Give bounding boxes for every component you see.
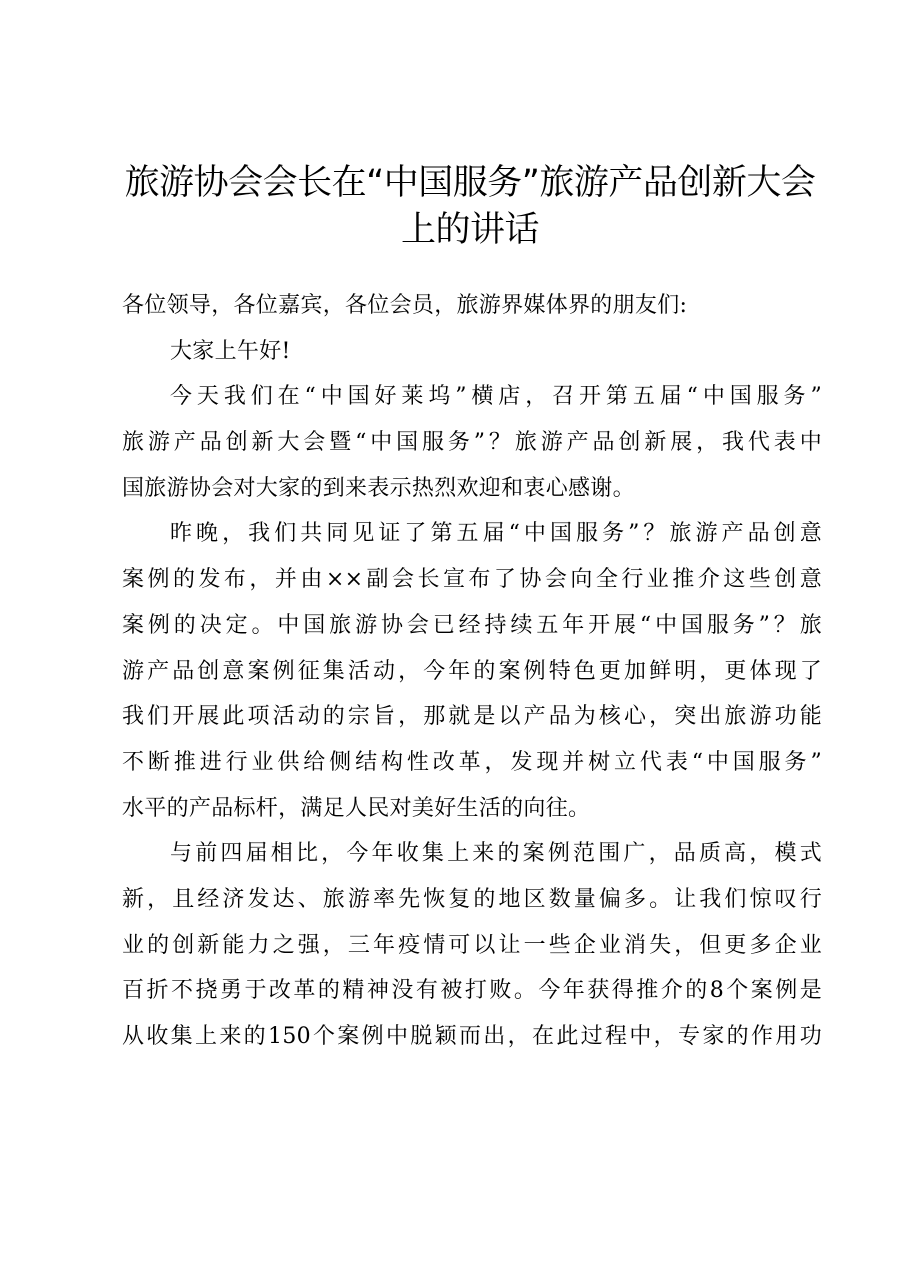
salutation-line: 各位领导，各位嘉宾，各位会员，旅游界媒体界的朋友们:: [122, 293, 688, 318]
paragraph-1: [122, 374, 822, 511]
paragraph-line: 百折不挠勇于改革的精神没有被打败。今年获得推介的8个案例是: [122, 978, 822, 1004]
title-line-1: 旅游协会会长在“中国服务”旅游产品创新大会: [124, 163, 816, 203]
paragraph-line: 昨晚，我们共同见证了第五届“中国服务”？旅游产品创意: [170, 521, 822, 547]
paragraph-line: 游产品创意案例征集活动，今年的案例特色更加鲜明，更体现了: [122, 658, 822, 684]
salutation: [122, 283, 822, 329]
paragraph-line: 国旅游协会对大家的到来表示热烈欢迎和衷心感谢。: [122, 475, 635, 501]
paragraph-line: 不断推进行业供给侧结构性改革，发现并树立代表“中国服务”: [122, 749, 822, 775]
paragraph-line: 今天我们在“中国好莱坞”横店，召开第五届“中国服务”: [170, 384, 822, 410]
paragraph-line: 与前四届相比，今年收集上来的案例范围广，品质高，模式: [170, 841, 822, 867]
document-body: [122, 283, 822, 1060]
title-line-2: 上的讲话: [400, 210, 539, 250]
paragraph-line: 我们开展此项活动的宗旨，那就是以产品为核心，突出旅游功能: [122, 704, 822, 730]
document-title: [100, 160, 840, 254]
paragraph-line: 水平的产品标杆，满足人民对美好生活的向往。: [122, 795, 591, 821]
paragraph-3: [122, 831, 822, 1059]
paragraph-line: 从收集上来的150个案例中脱颖而出，在此过程中，专家的作用功: [122, 1024, 822, 1049]
paragraph-line: 旅游产品创新大会暨“中国服务”？旅游产品创新展，我代表中: [122, 430, 822, 456]
greeting: [122, 329, 822, 375]
paragraph-2: [122, 511, 822, 831]
greeting-line: 大家上午好!: [170, 338, 291, 364]
paragraph-line: 业的创新能力之强，三年疫情可以让一些企业消失，但更多企业: [122, 932, 822, 958]
paragraph-line: 案例的决定。中国旅游协会已经持续五年开展“中国服务”？旅: [122, 612, 822, 638]
paragraph-line: 新，且经济发达、旅游率先恢复的地区数量偏多。让我们惊叹行: [122, 886, 822, 912]
paragraph-line: 案例的发布，并由××副会长宣布了协会向全行业推介这些创意: [122, 567, 822, 593]
